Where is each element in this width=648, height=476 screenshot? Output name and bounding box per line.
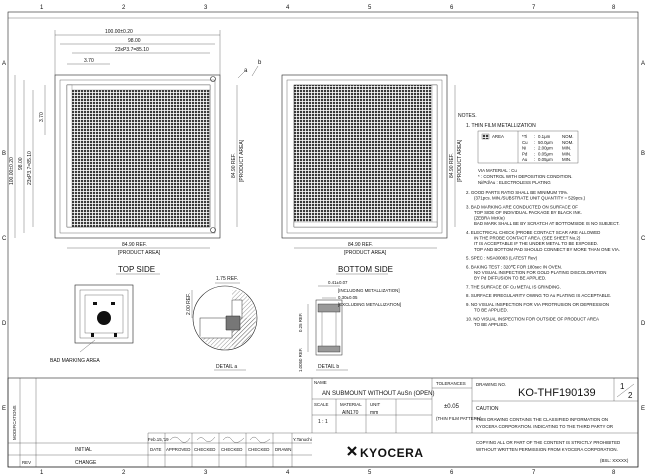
material-label: MATERIAL bbox=[340, 402, 362, 407]
dim-ref-width-label: [PRODUCT AREA] bbox=[118, 250, 161, 256]
zone-row: E bbox=[641, 406, 646, 412]
drawing-no: KO-THF190139 bbox=[518, 387, 596, 399]
note-line: TO BE APPLIED. bbox=[474, 307, 508, 313]
unit-value: mm bbox=[370, 410, 379, 416]
zone-row: C bbox=[641, 236, 646, 242]
note-line: 3. BAD MARKING ARE CONDUCTED ON SURFACE OF bbox=[466, 204, 578, 210]
material-value: AlN170 bbox=[342, 410, 359, 416]
title-block bbox=[8, 378, 638, 467]
modifications-label: MODIFICATIONS bbox=[12, 405, 17, 440]
tolerances-label: TOLERANCES bbox=[436, 381, 466, 386]
bottom-dim-ref-width: 84.90 REF. bbox=[348, 242, 373, 248]
detail-b-note2: [EXCLUDING METALLIZATION] bbox=[338, 302, 402, 307]
rev-label: REV bbox=[22, 460, 32, 465]
dim-inner-width: 98.00 bbox=[128, 38, 141, 44]
drawing-no-label: DRAWING NO. bbox=[476, 382, 507, 387]
table-cell: 0.05μm bbox=[538, 151, 553, 157]
detail-b-dim-side1: 0.25 REF. bbox=[298, 312, 303, 332]
zone-row: C bbox=[2, 236, 7, 242]
detail-b-dim-side2: 1.0050 REF. bbox=[298, 347, 303, 372]
caution-line: THIS DRAWING CONTAINS THE CLASSIFIED INFORMATION ON bbox=[476, 417, 609, 422]
scale-value: 1 : 1 bbox=[318, 419, 328, 425]
checked3-label: CHECKED bbox=[248, 447, 270, 452]
detail-a-dim-top: 1.75 REF. bbox=[216, 276, 238, 282]
detail-a-caption: DETAIL a bbox=[216, 364, 238, 370]
note-line: 2. GOOD PARTS RATIO SHALL BE MINIMUM 70%. bbox=[466, 190, 569, 195]
note-line: 9. NO VISUAL INSPECTION FOR VIA PROTRUSION OR DEPRESSION bbox=[466, 302, 610, 307]
table-cell: 50.0μm bbox=[538, 139, 553, 145]
note-line: 6. BAKING TEST : 320℃ FOR 180sec IN OVEN. bbox=[466, 264, 563, 270]
zone-col: 6 bbox=[450, 470, 454, 476]
top-view-unit-array bbox=[67, 85, 210, 227]
table-cell: NOM. bbox=[562, 134, 574, 139]
corner-mark bbox=[211, 228, 216, 233]
zone-row: B bbox=[641, 151, 646, 157]
table-cell: Cu bbox=[522, 139, 528, 145]
note-1-line: VIA MATERIAL : Cu bbox=[478, 168, 517, 173]
detail-b-dim2: 0.30±0.05 bbox=[338, 295, 358, 300]
table-cell: NOM. bbox=[562, 139, 574, 145]
approved-label: APPROVED bbox=[166, 447, 191, 452]
zone-col: 4 bbox=[286, 470, 290, 476]
note-1-title: 1. THIN FILM METALLIZATION bbox=[466, 123, 536, 129]
bottom-side-label: BOTTOM SIDE bbox=[338, 265, 393, 274]
detail-a-dim-side: 2.00 REF. bbox=[186, 293, 192, 315]
zone-row: A bbox=[641, 61, 646, 67]
callout-a: a bbox=[244, 68, 248, 74]
table-cell: 2.00μm bbox=[538, 145, 553, 151]
detail-b bbox=[298, 280, 401, 372]
initial-label: INITIAL bbox=[75, 447, 92, 453]
note-line: TOP AND BOTTOM PAD SHOULD CONNECT BY MORE THAN ONE VIA. bbox=[474, 246, 621, 252]
notes-heading: NOTES. bbox=[458, 113, 477, 119]
sheet-total: 2 bbox=[628, 391, 633, 400]
detail-a bbox=[186, 276, 262, 370]
dim-ref-height: 84.90 REF. bbox=[231, 153, 237, 178]
table-cell: : bbox=[534, 139, 536, 145]
checked2-signature bbox=[223, 437, 244, 443]
name-value: AN SUBMOUNT WITHOUT AuSn (OPEN) bbox=[322, 391, 435, 397]
note-line: (ZEBRA McKie) bbox=[474, 215, 505, 221]
caution-label: CAUTION bbox=[476, 406, 499, 412]
zone-col: 1 bbox=[40, 5, 44, 11]
tolerance-note: (THIN FILM PATTERN) bbox=[436, 416, 482, 421]
checked2-label: CHECKED bbox=[221, 447, 243, 452]
date-value: Feb.15,'19 bbox=[148, 437, 169, 442]
dim-edge-width: 3.70 bbox=[84, 58, 94, 64]
note-1-line: * : CONTROL WITH DEPOSITION CONDITION. bbox=[478, 174, 573, 179]
notes bbox=[458, 113, 620, 327]
zone-col: 3 bbox=[204, 5, 208, 11]
drawn-label: DRAWN bbox=[275, 447, 292, 452]
zone-col: 2 bbox=[122, 470, 126, 476]
dim-edge-height: 3.70 bbox=[39, 112, 45, 122]
dim-pitch-height: 23xP3.7=85.10 bbox=[27, 151, 33, 185]
checked1-signature bbox=[197, 437, 215, 442]
table-cell: MIN. bbox=[562, 157, 572, 163]
note-line: TOP SIDE OF INDIVIDUAL PACKAGE BY BLACK INK. bbox=[474, 210, 582, 215]
zone-row: E bbox=[2, 406, 7, 412]
zone-col: 7 bbox=[532, 5, 536, 11]
bottom-dim-ref-height: 84.90 REF. bbox=[449, 153, 455, 178]
dim-pitch-width: 23xP3.7=85.10 bbox=[115, 47, 149, 53]
note-line: 8. SURFACE IRREGULARITY OWING TO Au PLATING IS ACCEPTABLE. bbox=[466, 293, 612, 299]
tolerance-value: ±0.05 bbox=[444, 404, 459, 410]
table-cell: Ni bbox=[522, 145, 527, 151]
note-line: BAD MARK SHALL BE BY SCRATCH AT BOTTOMSIDE IS NO SUBJECT. bbox=[474, 221, 620, 227]
bottom-dim-ref-width-label: [PRODUCT AREA] bbox=[344, 250, 387, 256]
note-line: 10. NO VISUAL INSPECTION FOR OUTSIDE OF PRODUCT AREA bbox=[466, 316, 599, 322]
zone-col: 6 bbox=[450, 5, 454, 11]
table-cell: : bbox=[534, 157, 536, 163]
note-line: IN THE PROBE CONTACT AREA. (SEE SHEET No.2) bbox=[474, 235, 581, 241]
zone-row: A bbox=[2, 61, 7, 67]
detail-b-caption: DETAIL b bbox=[318, 364, 340, 370]
caution-line: COPYING ALL OR PART OF THE CONTENT IS STRICTLY PROHIBITED bbox=[476, 440, 621, 445]
dim-inner-height: 98.00 bbox=[18, 157, 24, 170]
bad-mark-dot bbox=[97, 311, 111, 325]
zone-col: 8 bbox=[612, 5, 616, 11]
zone-col: 5 bbox=[368, 470, 372, 476]
callout-b: b bbox=[258, 60, 262, 66]
scale-label: SCALE bbox=[314, 402, 329, 407]
bad-marking-area-caption: BAD MARKING AREA bbox=[50, 358, 100, 364]
sheet-number: 1 bbox=[620, 382, 625, 391]
zone-col: 2 bbox=[122, 5, 126, 11]
drawn-name: Y.Tanuchi bbox=[293, 437, 312, 442]
dim-overall-height: 100.00±0.20 bbox=[9, 157, 15, 185]
detail-b-note1: [INCLUDING METALLIZATION] bbox=[338, 288, 400, 293]
kyocera-logo bbox=[347, 446, 424, 460]
change-label: CHANGE bbox=[75, 460, 97, 466]
checked3-signature bbox=[250, 437, 270, 443]
date-label: DATE bbox=[150, 447, 162, 452]
note-1-line: Ni/Pd/Au : ELECTROLESS PLATING bbox=[478, 180, 551, 185]
bottom-view bbox=[282, 75, 463, 274]
doc-code: (BSL: XXXXX) bbox=[600, 458, 629, 463]
zone-col: 5 bbox=[368, 5, 372, 11]
zone-row: D bbox=[641, 321, 646, 327]
note-line: (371pcs. MIN./SUBSTRATE UNIT QUANTITY = 529pcs.) bbox=[474, 195, 586, 201]
note-line: IT IS ACCEPTABLE IF THE UNDER METAL TO BE EXPOSED. bbox=[474, 241, 599, 247]
top-view bbox=[9, 29, 262, 274]
zone-col: 4 bbox=[286, 5, 290, 11]
unit-detail bbox=[50, 285, 133, 364]
note-line: 7. THE SURFACE OF Cu METAL IS GRINDING. bbox=[466, 284, 561, 290]
checked1-label: CHECKED bbox=[194, 447, 216, 452]
zone-row: D bbox=[2, 321, 7, 327]
table-cell: : bbox=[534, 134, 536, 139]
bottom-dim-ref-height-label: [PRODUCT AREA] bbox=[457, 139, 463, 182]
table-cell: *Ti bbox=[522, 134, 528, 139]
table-cell: MIN. bbox=[562, 151, 572, 157]
note-line: BY Pd DIFFUSION TO BE APPLIED. bbox=[474, 275, 547, 281]
top-side-label: TOP SIDE bbox=[118, 265, 156, 274]
zone-row: B bbox=[2, 151, 7, 157]
bottom-view-unit-array bbox=[294, 85, 437, 227]
approved-signature bbox=[170, 437, 190, 443]
table-area: AREA bbox=[492, 134, 504, 139]
dim-overall-width: 100.00±0.20 bbox=[105, 29, 133, 35]
table-cell: Pd bbox=[522, 151, 528, 157]
note-line: NO VISUAL INSPECTION FOR GOLD PLATING DISCOLORATION bbox=[474, 270, 607, 275]
corner-mark bbox=[211, 77, 216, 82]
zone-col: 7 bbox=[532, 470, 536, 476]
detail-b-dim1: 0.41±0.07 bbox=[328, 280, 348, 285]
note-line: 5. SPEC : NSA00083 (LATEST Rev) bbox=[466, 255, 538, 261]
name-label: NAME bbox=[314, 380, 327, 385]
dim-ref-height-label: [PRODUCT AREA] bbox=[239, 139, 245, 182]
table-cell: MIN. bbox=[562, 145, 572, 151]
caution-line: KYOCERA CORPORATION. INDICATING TO THE THIRD PARTY OR bbox=[476, 424, 614, 429]
note-line: 4. ELECTRICAL CHECK (PROBE CONTACT SCAR ARE ALLOWED bbox=[466, 230, 601, 235]
logo-text: KYOCERA bbox=[360, 446, 424, 460]
unit-label: UNIT bbox=[370, 402, 381, 407]
zone-col: 1 bbox=[40, 470, 44, 476]
zone-col: 3 bbox=[204, 470, 208, 476]
note-line: TO BE APPLIED. bbox=[474, 322, 508, 327]
table-cell: 0.1μm bbox=[538, 134, 551, 139]
table-cell: 0.05μm bbox=[538, 157, 553, 163]
caution-line: WITHOUT WRITTEN PERMISSION FROM KYOCERA CORPORATION. bbox=[476, 447, 618, 452]
table-cell: : bbox=[534, 145, 536, 151]
dim-ref-width: 84.90 REF. bbox=[122, 242, 147, 248]
zone-col: 8 bbox=[612, 470, 616, 476]
table-cell: Au bbox=[522, 157, 528, 163]
table-cell: : bbox=[534, 151, 536, 157]
